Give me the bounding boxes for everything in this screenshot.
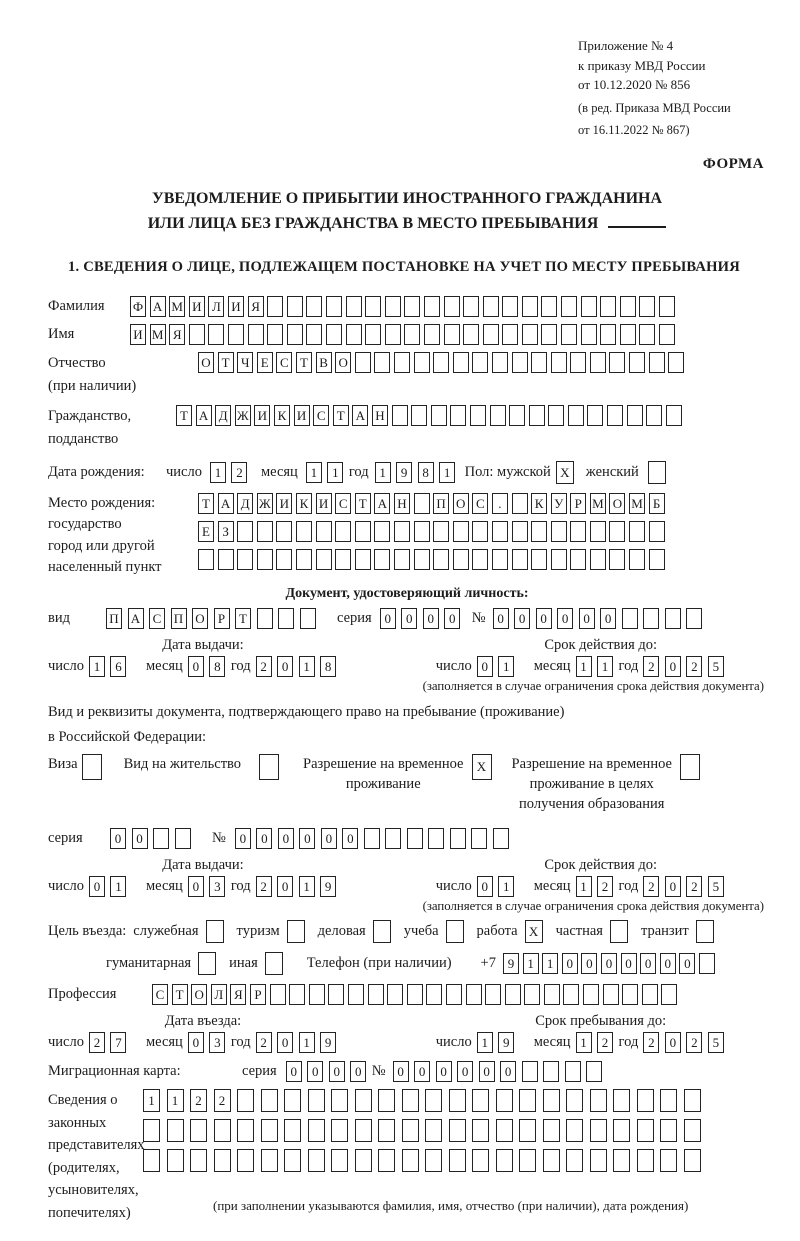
name-row — [48, 324, 766, 345]
year-label: год — [618, 878, 639, 895]
month-label: месяц — [145, 1034, 183, 1051]
stay-day-cells: 1 9 — [477, 1032, 520, 1053]
year-label: год — [348, 463, 369, 480]
purpose-tourism-checkbox — [287, 920, 305, 943]
migration-card-row — [48, 1061, 766, 1082]
expiry-day-cells: 0 1 — [477, 656, 520, 677]
entry-dates — [48, 1013, 766, 1053]
purpose-humanitarian-label: гуманитарная — [106, 955, 192, 972]
temp-permit-label: Разрешение на временное проживание — [303, 756, 464, 793]
residence-expiry-day-cells: 0 1 — [477, 876, 520, 897]
purpose-study-checkbox — [446, 920, 464, 943]
residence-expiry-year-cells: 2 0 2 5 — [643, 876, 729, 897]
purpose-official-checkbox — [206, 920, 224, 943]
stay-month-cells: 1 2 — [576, 1032, 619, 1053]
purpose-transit-label: транзит — [640, 923, 689, 940]
stay-until-group — [436, 1013, 766, 1053]
birthdate-label: Дата рождения: — [48, 463, 145, 480]
stay-until-line — [436, 1032, 766, 1053]
day-label: число — [48, 657, 84, 674]
expiry-month-cells: 1 1 — [576, 656, 619, 677]
expiry-date-group — [436, 637, 766, 677]
purpose-private-checkbox — [610, 920, 628, 943]
month-label: месяц — [533, 878, 571, 895]
entry-date-group — [48, 1013, 436, 1053]
birth-year-cells: 1 9 8 1 — [375, 462, 461, 483]
year-label: год — [618, 1034, 639, 1051]
issue-date-title: Дата выдачи: — [162, 636, 244, 653]
day-label: число — [166, 463, 202, 480]
doc-number-cells: 0 0 0 0 0 0 — [493, 608, 708, 629]
birthplace-label: Место рождения: государство город или другой населенный пункт — [48, 494, 162, 576]
residence-series-cells: 0 0 — [110, 828, 196, 849]
profession-cells: С Т О Л Я Р — [152, 984, 681, 1005]
purpose-transit-checkbox — [696, 920, 714, 943]
month-label: месяц — [533, 1034, 571, 1051]
residence-expiry-line — [436, 876, 766, 897]
residence-permit-label: Вид на жительство — [123, 756, 242, 773]
phone-prefix: +7 — [480, 955, 496, 972]
phone-cells: 9 1 1 0 0 0 0 0 0 0 — [503, 953, 719, 974]
representatives-cells-block — [143, 1089, 707, 1214]
birth-day-cells: 1 2 — [210, 462, 253, 483]
entry-month-cells: 0 3 — [188, 1032, 231, 1053]
patronymic-cells: О Т Ч Е С Т В О — [198, 352, 688, 373]
expiry-date-line — [436, 656, 766, 677]
residence-number-label: № — [212, 830, 226, 847]
residence-series-row — [48, 828, 766, 849]
residence-series-label: серия — [48, 830, 83, 847]
stay-until-title: Срок пребывания до: — [535, 1013, 667, 1030]
year-label: год — [618, 657, 639, 674]
expiry-year-cells: 2 0 2 5 — [643, 656, 729, 677]
residence-doc-intro: Вид и реквизиты документа, подтверждающего право на пребывание (проживание) в Российской Федерации: — [48, 703, 565, 745]
purpose-work-label: работа — [476, 923, 518, 940]
purpose-other-checkbox — [265, 952, 283, 975]
purpose-study-label: учеба — [403, 923, 439, 940]
year-label: год — [230, 1034, 251, 1051]
residence-issue-title: Дата выдачи: — [162, 857, 244, 874]
entry-year-cells: 2 0 1 9 — [256, 1032, 342, 1053]
purpose-row2 — [106, 952, 766, 975]
visa-checkbox — [82, 754, 102, 780]
edu-permit-item — [512, 754, 700, 814]
day-label: число — [48, 878, 84, 895]
day-label: число — [435, 657, 472, 674]
birthplace-cells-row2: Е З — [198, 521, 668, 542]
residence-number-cells: 0 0 0 0 0 0 — [235, 828, 515, 849]
doc-type-label: вид — [48, 609, 70, 626]
day-label: число — [435, 1034, 472, 1051]
appendix-line: от 10.12.2020 № 856 — [578, 77, 691, 92]
representatives-cells-row2 — [143, 1119, 707, 1142]
profession-label: Профессия — [48, 986, 117, 1003]
gender-female-checkbox — [648, 461, 666, 484]
purpose-official-label: служебная — [133, 923, 199, 940]
expiry-date-title: Срок действия до: — [544, 636, 658, 653]
representatives-note: (при заполнении указываются фамилия, имя, отчество (при наличии), дата рождения) — [213, 1198, 689, 1214]
residence-expiry-month-cells: 1 2 — [576, 876, 619, 897]
phone-label: Телефон (при наличии) — [306, 955, 452, 972]
blank-underline — [608, 216, 666, 228]
day-label: число — [435, 878, 472, 895]
birthplace-row — [48, 493, 766, 579]
residence-issue-year-cells: 2 0 1 9 — [256, 876, 342, 897]
doc-series-cells: 0 0 0 0 — [380, 608, 466, 629]
surname-cells: Ф А М И Л И Я — [130, 296, 679, 317]
purpose-work-checkbox: X — [525, 920, 543, 943]
purpose-label: Цель въезда: — [48, 923, 127, 940]
birthplace-cells-row3 — [198, 549, 668, 570]
entry-day-cells: 2 7 — [89, 1032, 132, 1053]
residence-issue-line — [48, 876, 436, 897]
profession-row — [48, 984, 766, 1005]
representatives-cells-row3 — [143, 1149, 707, 1172]
patronymic-row — [48, 352, 766, 398]
stay-year-cells: 2 0 2 5 — [643, 1032, 729, 1053]
residence-permit-checkbox — [259, 754, 279, 780]
entry-date-title: Дата въезда: — [164, 1013, 242, 1030]
appendix-edit-line: (в ред. Приказа МВД России — [578, 100, 731, 115]
birthplace-cells-block — [198, 493, 668, 570]
purpose-business-checkbox — [373, 920, 391, 943]
name-label: Имя — [48, 325, 75, 342]
identity-doc-row — [48, 608, 766, 629]
birthplace-cells-row1: Т А Д Ж И К И С Т А Н П О С . К У Р М О М Б — [198, 493, 668, 514]
doc-type-cells: П А С П О Р Т — [106, 608, 321, 629]
identity-doc-title: Документ, удостоверяющий личность: — [285, 585, 529, 601]
purpose-humanitarian-checkbox — [198, 952, 216, 975]
doc-series-label: серия — [337, 609, 372, 626]
form-title — [48, 187, 766, 237]
edu-permit-checkbox — [680, 754, 700, 780]
migration-series-cells: 0 0 0 0 — [286, 1061, 372, 1082]
citizenship-label: Гражданство, подданство — [48, 407, 132, 447]
issue-day-cells: 1 6 — [89, 656, 132, 677]
appendix-line: к приказу МВД России — [578, 57, 706, 73]
migration-series-label: серия — [242, 1063, 277, 1080]
year-label: год — [230, 878, 251, 895]
purpose-business-label: деловая — [317, 923, 366, 940]
temp-permit-item — [303, 754, 491, 794]
expiry-note: (заполняется в случае ограничения срока действия документа) — [422, 678, 764, 693]
day-label: число — [48, 1034, 84, 1051]
migration-card-label: Миграционная карта: — [48, 1063, 181, 1080]
residence-expiry-group — [436, 857, 766, 897]
migration-number-label: № — [371, 1063, 386, 1080]
residence-permit-item — [124, 754, 279, 780]
identity-doc-dates — [48, 637, 766, 677]
visa-item — [48, 754, 102, 780]
citizenship-row — [48, 405, 766, 451]
appendix-block — [578, 36, 766, 140]
purpose-tourism-label: туризм — [236, 923, 280, 940]
residence-issue-day-cells: 0 1 — [89, 876, 132, 897]
doc-number-label: № — [471, 609, 486, 626]
gender-label: Пол: мужской — [464, 463, 551, 480]
purpose-private-label: частная — [555, 923, 603, 940]
purpose-row — [48, 920, 766, 943]
surname-row — [48, 296, 766, 317]
residence-expiry-note: (заполняется в случае ограничения срока действия документа) — [422, 899, 764, 914]
year-label: год — [230, 657, 251, 674]
issue-year-cells: 2 0 1 8 — [256, 656, 342, 677]
citizenship-cells: Т А Д Ж И К И С Т А Н — [176, 405, 685, 426]
temp-permit-checkbox: X — [472, 754, 492, 780]
representatives-cells-row1: 1 1 2 2 — [143, 1089, 707, 1112]
form-title-line2: ИЛИ ЛИЦА БЕЗ ГРАЖДАНСТВА В МЕСТО ПРЕБЫВАНИЯ — [48, 212, 766, 237]
residence-doc-types — [48, 754, 766, 814]
representatives-label: Сведения о законных представителях (родителях, усыновителях, попечителях) — [48, 1092, 145, 1221]
appendix-line: Приложение № 4 — [578, 38, 674, 53]
visa-label: Виза — [48, 756, 78, 773]
issue-date-line — [48, 656, 436, 677]
residence-doc-dates — [48, 857, 766, 897]
form-title-line1: УВЕДОМЛЕНИЕ О ПРИБЫТИИ ИНОСТРАННОГО ГРАЖДАНИНА — [151, 190, 663, 207]
representatives-row — [48, 1089, 766, 1224]
month-label: месяц — [145, 878, 183, 895]
residence-issue-group — [48, 857, 436, 897]
residence-expiry-title: Срок действия до: — [544, 857, 658, 874]
entry-date-line — [48, 1032, 436, 1053]
month-label: месяц — [260, 463, 298, 480]
gender-female-label: женский — [585, 463, 639, 480]
appendix-edit-line: от 16.11.2022 № 867) — [578, 123, 690, 138]
purpose-other-label: иная — [229, 955, 258, 972]
name-cells: И М Я — [130, 324, 679, 345]
month-label: месяц — [145, 657, 183, 674]
birthdate-row — [48, 461, 766, 484]
edu-permit-label: Разрешение на временное проживание в целях получения образования — [511, 756, 672, 813]
form-label: ФОРМА — [702, 156, 764, 172]
issue-month-cells: 0 8 — [188, 656, 231, 677]
gender-male-checkbox: X — [556, 461, 574, 484]
patronymic-label: Отчество (при наличии) — [48, 354, 137, 394]
residence-issue-month-cells: 0 3 — [188, 876, 231, 897]
surname-label: Фамилия — [48, 297, 105, 314]
birth-month-cells: 1 1 — [306, 462, 349, 483]
issue-date-group — [48, 637, 436, 677]
section1-title: 1. СВЕДЕНИЯ О ЛИЦЕ, ПОДЛЕЖАЩЕМ ПОСТАНОВКЕ НА УЧЕТ ПО МЕСТУ ПРЕБЫВАНИЯ — [68, 258, 740, 275]
migration-number-cells: 0 0 0 0 0 0 — [393, 1061, 608, 1082]
month-label: месяц — [533, 657, 571, 674]
